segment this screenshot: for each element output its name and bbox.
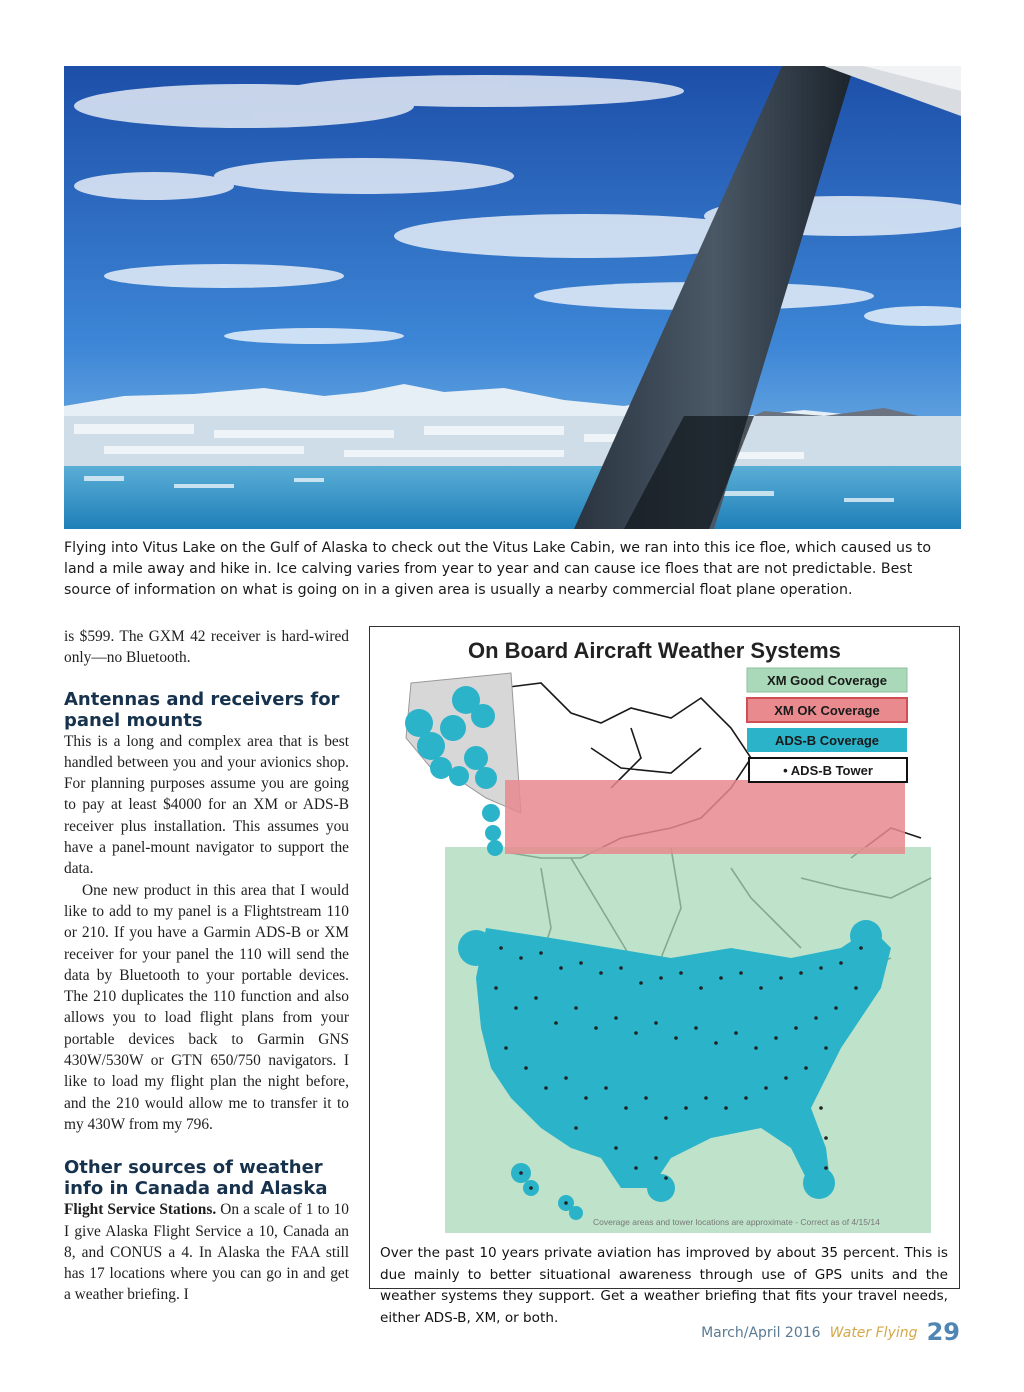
page-number: 29 — [926, 1318, 960, 1346]
issue-date: March/April 2016 — [701, 1325, 821, 1341]
section1-paragraph-1: This is a long and complex area that is best handled between you and your avionics shop. For planning purposes assume you are going to pay at least $4000 for an XM or ADS-B receiver plus installation. This assumes you have a panel-mount navigator to support the data. — [64, 732, 349, 878]
section2-paragraph-1 — [64, 1199, 349, 1305]
photo-illustration — [64, 66, 961, 529]
header-photo — [64, 66, 961, 529]
article-column — [64, 626, 349, 1306]
legend-tower: • ADS-B Tower — [783, 763, 873, 778]
legend-adsb: ADS-B Coverage — [774, 733, 880, 748]
xm-ok-region — [505, 780, 905, 854]
legend-xm-ok: XM OK Coverage — [774, 703, 880, 718]
map-legend — [747, 668, 907, 782]
legend-xm-good: XM Good Coverage — [767, 673, 887, 688]
section2-body: On a scale of 1 to 10 I give Alaska Flight Service a 10, Canada an 8, and CONUS a 4. In Alaska the FAA still has 17 locations where you can go in and get a weather briefing. I — [64, 1201, 349, 1304]
figure-caption: Over the past 10 years private aviation has improved by about 35 percent. This is due mainly to better situational awareness through use of GPS units and the weather systems they support. Get a weather briefing that fits your travel needs, either ADS-B, XM, or both. — [380, 1245, 948, 1326]
section-heading-antennas: Antennas and receivers for panel mounts — [64, 688, 340, 731]
map-footnote: Coverage areas and tower locations are approximate - Correct as of 4/15/14 — [593, 1217, 880, 1227]
photo-caption: Flying into Vitus Lake on the Gulf of Alaska to check out the Vitus Lake Cabin, we ran into this ice floe, which caused us to land a mile away and hike in. Ice calving varies from year to year and can cause ice floes that are not predictable. Best source of information on what is going on in a given area is usually a nearby commercial float plane operation. — [64, 540, 932, 598]
section1-paragraph-2: One new product in this area that I would like to add to my panel is a Flightstream 110 or 210. If you have a Garmin ADS-B or XM receiver for your panel the 110 will send the data by Bluetooth to your portable devices. The 210 duplicates the 110 function and also allows you to load flight plans from your portable devices back to Garmin GNS 430W/530W or GTN 650/750 navigators. I like to load my flight plan the night before, and the 210 would allow me to transfer it to my 430W from my 796. — [64, 881, 349, 1133]
coverage-figure — [369, 626, 960, 1326]
coverage-map — [371, 628, 958, 1238]
magazine-name: Water Flying — [829, 1325, 918, 1341]
section-heading-other-sources: Other sources of weather info in Canada and Alaska — [64, 1157, 328, 1200]
map-title: On Board Aircraft Weather Systems — [468, 638, 841, 663]
runin-label: Flight Service Stations. — [64, 1201, 217, 1219]
page-footer — [701, 1318, 960, 1346]
lead-paragraph: is $599. The GXM 42 receiver is hard-wired only—no Bluetooth. — [64, 628, 349, 667]
